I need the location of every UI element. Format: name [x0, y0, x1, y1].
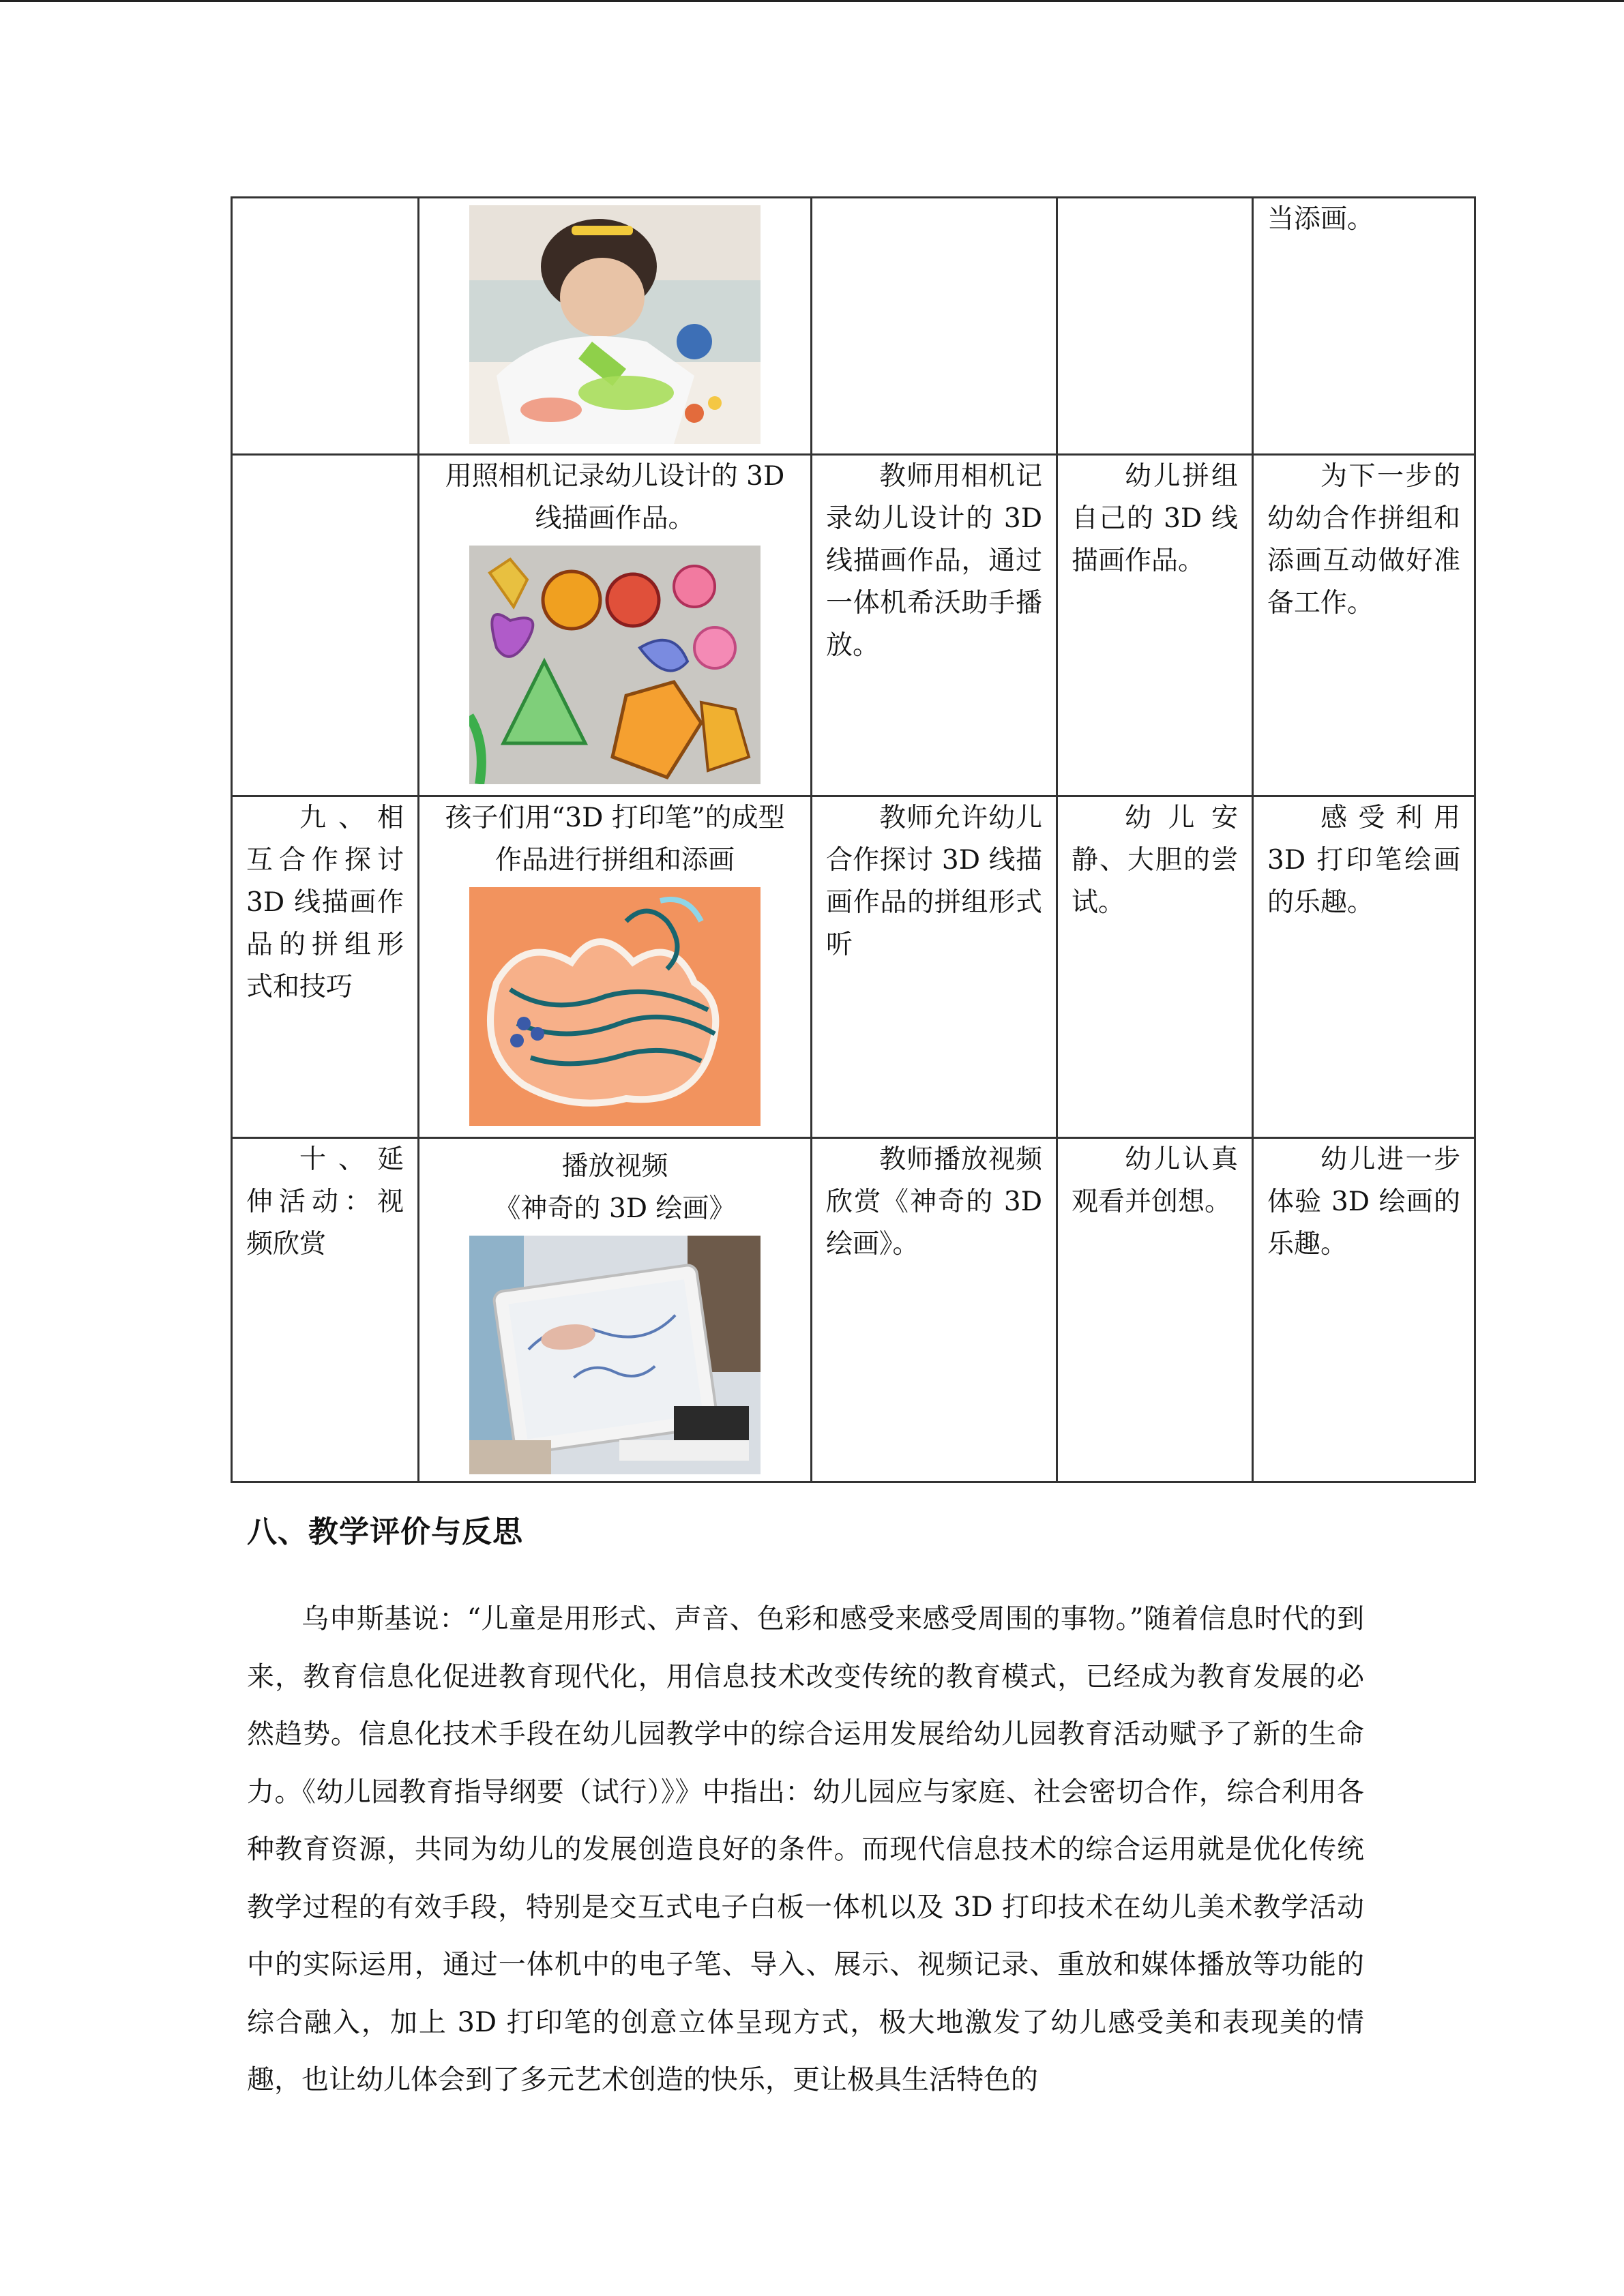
intent-text: 当添画。: [1267, 204, 1374, 235]
media-caption: 孩子们用“3D 打印笔”的成型作品进行拼组和添画: [445, 803, 785, 876]
body-paragraph: [247, 1590, 1364, 2109]
media-caption: 用照相机记录幼儿设计的 3D 线描画作品。: [445, 461, 785, 534]
photo-tablet-video: [469, 1236, 761, 1474]
intent-cell: [1253, 796, 1475, 1138]
stage-cell: [232, 1138, 419, 1482]
stage-cell: [232, 455, 419, 796]
paragraph-text: 乌申斯基说：“儿童是用形式、声音、色彩和感受来感受周围的事物。”随着信息时代的到来，教育信息化促进教育现代化，用信息技术改变传统的教育模式，已经成为教育发展的必然趋势。信息化技术手段在幼儿园教学中的综合运用发展给幼儿园教育活动赋予了新的生命力。《幼儿园教育指导纲要（试行）》》中指出：幼儿园应与家庭、社会密切合作，综合利用各种教育资源，共同为幼儿的发展创造良好的条件。而现代信息技术的综合运用就是优化传统教学过程的有效手段，特别是交互式电子白板一体机以及 3D 打印技术在幼儿美术教学活动中的实际运用，通过一体机中的电子笔、导入、展示、视频记录、重放和媒体播放等功能的综合融入，加上 3D 打印笔的创意立体呈现方式，极大地激发了幼儿感受美和表现美的情趣，也让幼儿体会到了多元艺术创造的快乐，更让极具生活特色的: [247, 1603, 1364, 2096]
intent-text: 为下一步的幼幼合作拼组和添画互动做好准备工作。: [1267, 461, 1460, 618]
intent-text: 幼儿进一步体验 3D 绘画的乐趣。: [1267, 1144, 1460, 1259]
table-row: [232, 796, 1475, 1138]
photo-child-drawing-3d-pen: [469, 205, 761, 444]
stage-text: 十、延伸活动：视频欣赏: [246, 1144, 404, 1259]
media-cell: [419, 796, 812, 1138]
child-cell: [1057, 198, 1253, 455]
child-text: 幼儿拼组自己的 3D 线描画作品。: [1072, 461, 1238, 576]
lesson-plan-table: [231, 196, 1476, 1483]
page-top-border: [0, 0, 1624, 2]
child-text: 幼儿认真观看并创想。: [1072, 1144, 1238, 1217]
child-cell: [1057, 1138, 1253, 1482]
photo-assembled-3d-drawing: [469, 887, 761, 1126]
stage-cell: [232, 796, 419, 1138]
teacher-cell: [812, 1138, 1057, 1482]
table-row: [232, 198, 1475, 455]
teacher-text: 教师播放视频欣赏《神奇的 3D 绘画》。: [826, 1144, 1042, 1259]
intent-cell: [1253, 1138, 1475, 1482]
stage-text: 九、相互合作探讨 3D 线描画作品的拼组形式和技巧: [246, 803, 404, 1002]
intent-text: 感受利用 3D 打印笔绘画的乐趣。: [1267, 803, 1460, 918]
teacher-cell: [812, 198, 1057, 455]
media-cell: [419, 455, 812, 796]
table-row: [232, 1138, 1475, 1482]
teacher-cell: [812, 796, 1057, 1138]
table-row: [232, 455, 1475, 796]
intent-cell: [1253, 198, 1475, 455]
stage-cell: [232, 198, 419, 455]
media-cell: [419, 1138, 812, 1482]
section-heading: 八、教学评价与反思: [247, 1515, 523, 1549]
child-cell: [1057, 796, 1253, 1138]
child-text: 幼儿安静、大胆的尝试。: [1072, 803, 1238, 918]
media-caption-line-1: 播放视频: [561, 1151, 668, 1182]
media-cell: [419, 198, 812, 455]
intent-cell: [1253, 455, 1475, 796]
photo-3d-line-drawings: [469, 546, 761, 784]
media-caption-line-2: 《神奇的 3D 绘画》: [494, 1193, 736, 1224]
teacher-text: 教师允许幼儿合作探讨 3D 线描画作品的拼组形式听: [826, 803, 1042, 960]
teacher-cell: [812, 455, 1057, 796]
child-cell: [1057, 455, 1253, 796]
teacher-text: 教师用相机记录幼儿设计的 3D 线描画作品，通过一体机希沃助手播放。: [826, 461, 1042, 661]
